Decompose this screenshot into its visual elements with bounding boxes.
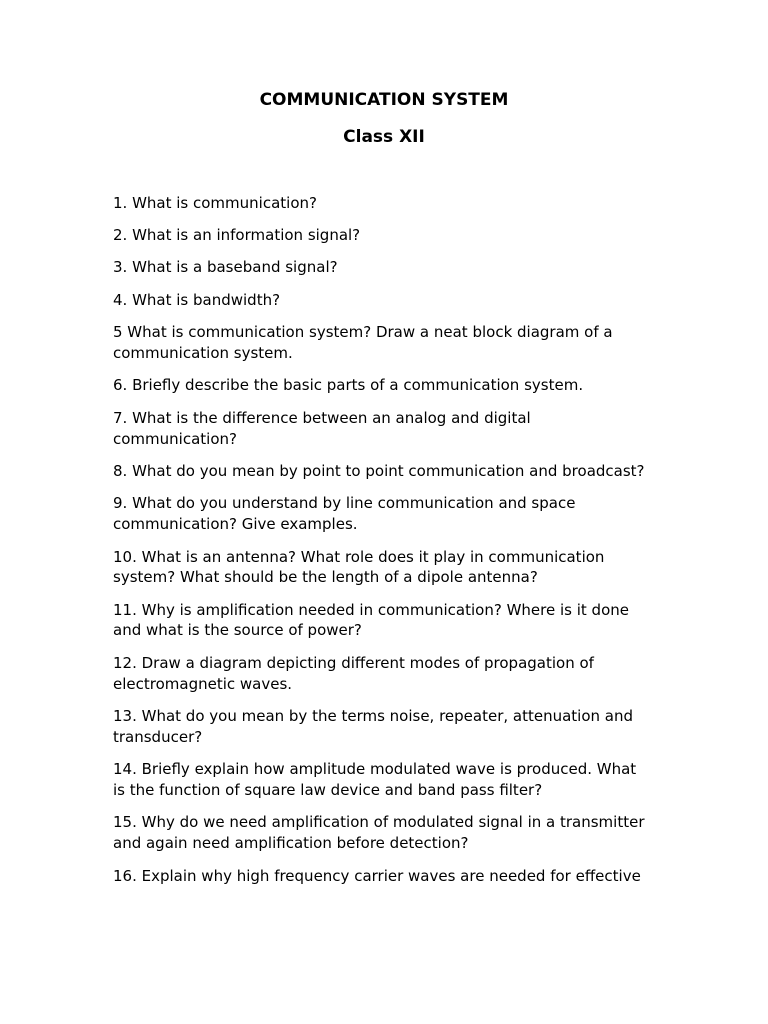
question-6: [113, 375, 645, 396]
question-line: 4. What is bandwidth?: [113, 290, 281, 309]
question-12: [113, 653, 645, 695]
question-line: communication?: [113, 429, 237, 448]
question-line: 13. What do you mean by the terms noise, repeater, attenuation and: [113, 707, 634, 726]
question-line: 6. Briefly describe the basic parts of a communication system.: [113, 376, 584, 395]
question-line: 2. What is an information signal?: [113, 225, 361, 244]
question-line: transducer?: [113, 727, 203, 746]
question-line: and again need amplification before detection?: [113, 834, 469, 853]
question-10: [113, 547, 645, 589]
question-line: communication? Give examples.: [113, 515, 358, 534]
question-5: [113, 322, 645, 364]
question-line: 3. What is a baseband signal?: [113, 258, 338, 277]
question-line: 14. Briefly explain how amplitude modulated wave is produced. What: [113, 760, 637, 779]
question-line: and what is the source of power?: [113, 621, 362, 640]
question-line: 12. Draw a diagram depicting different modes of propagation of: [113, 653, 594, 672]
question-7: [113, 408, 645, 450]
question-15: [113, 812, 645, 854]
question-11: [113, 600, 645, 642]
question-13: [113, 706, 645, 748]
question-line: is the function of square law device and band pass filter?: [113, 781, 543, 800]
question-16: [113, 866, 645, 887]
question-line: 5 What is communication system? Draw a neat block diagram of a: [113, 323, 613, 342]
question-line: 9. What do you understand by line communication and space: [113, 494, 576, 513]
question-line: 7. What is the difference between an analog and digital: [113, 408, 531, 427]
question-line: communication system.: [113, 343, 293, 362]
question-line: system? What should be the length of a dipole antenna?: [113, 568, 538, 587]
question-line: 10. What is an antenna? What role does it play in communication: [113, 547, 605, 566]
question-4: [113, 290, 645, 311]
document-title: COMMUNICATION SYSTEM: [259, 90, 509, 110]
question-line: 11. Why is amplification needed in communication? Where is it done: [113, 600, 629, 619]
question-8: [113, 461, 645, 482]
question-14: [113, 759, 645, 801]
question-2: [113, 225, 645, 246]
question-3: [113, 257, 645, 278]
question-line: 1. What is communication?: [113, 193, 317, 212]
question-list: [113, 193, 645, 898]
question-9: [113, 493, 645, 535]
question-line: 15. Why do we need amplification of modulated signal in a transmitter: [113, 813, 645, 832]
question-1: [113, 193, 645, 214]
question-line: electromagnetic waves.: [113, 674, 293, 693]
question-line: 16. Explain why high frequency carrier waves are needed for effective: [113, 866, 641, 885]
class-label: Class XII: [343, 127, 425, 147]
question-line: 8. What do you mean by point to point communication and broadcast?: [113, 461, 645, 480]
